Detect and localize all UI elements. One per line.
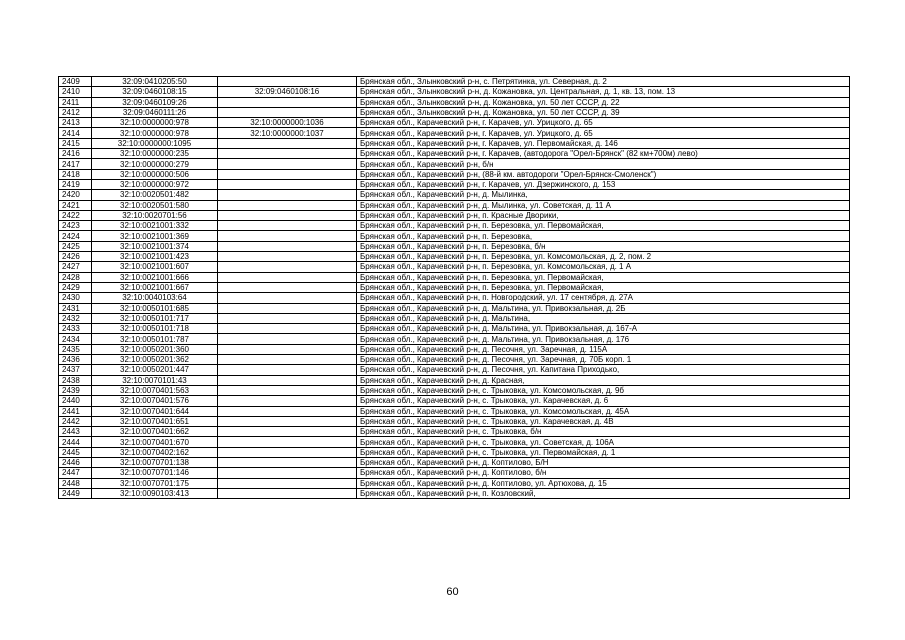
address-cell: Брянская обл., Карачевский р-н, п. Березовка, ул. Первомайская, [357,282,850,292]
secondary-cadastral-number-cell [218,107,357,117]
row-number-cell: 2425 [59,241,92,251]
cadastral-number-cell: 32:10:0070701:175 [92,478,218,488]
secondary-cadastral-number-cell [218,344,357,354]
cadastral-number-cell: 32:10:0021001:423 [92,252,218,262]
address-cell: Брянская обл., Карачевский р-н, с. Трыковка, ул. Первомайская, д. 1 [357,447,850,457]
secondary-cadastral-number-cell [218,355,357,365]
table-row [59,107,850,117]
cadastral-number-cell: 32:10:0000000:506 [92,169,218,179]
address-cell: Брянская обл., Карачевский р-н, д. Мылинка, ул. Советская, д. 11 А [357,200,850,210]
address-cell: Брянская обл., Карачевский р-н, с. Трыковка, ул. Карачевская, д. 4В [357,416,850,426]
table-row [59,262,850,272]
row-number-cell: 2417 [59,159,92,169]
row-number-cell: 2421 [59,200,92,210]
cadastral-number-cell: 32:10:0000000:235 [92,149,218,159]
cadastral-number-cell: 32:10:0070401:563 [92,385,218,395]
address-cell: Брянская обл., Карачевский р-н, п. Березовка, ул. Комсомольская, д. 1 А [357,262,850,272]
row-number-cell: 2432 [59,313,92,323]
address-cell: Брянская обл., Карачевский р-н, п. Новгородский, ул. 17 сентября, д. 27А [357,293,850,303]
table-row [59,282,850,292]
address-cell: Брянская обл., Карачевский р-н, д. Песочня, ул. Капитана Приходько, [357,365,850,375]
cadastral-number-cell: 32:10:0021001:607 [92,262,218,272]
row-number-cell: 2414 [59,128,92,138]
table-row [59,190,850,200]
row-number-cell: 2443 [59,427,92,437]
table-row [59,241,850,251]
secondary-cadastral-number-cell [218,138,357,148]
table-row [59,169,850,179]
address-cell: Брянская обл., Карачевский р-н, г. Карачев, (автодорога "Орел-Брянск" (82 км+700м) лево) [357,149,850,159]
table-row [59,77,850,87]
table-row [59,427,850,437]
secondary-cadastral-number-cell: 32:09:0460108:16 [218,87,357,97]
cadastral-number-cell: 32:10:0021001:332 [92,221,218,231]
secondary-cadastral-number-cell [218,293,357,303]
secondary-cadastral-number-cell [218,221,357,231]
cadastral-number-cell: 32:09:0410205:50 [92,77,218,87]
table-row [59,385,850,395]
secondary-cadastral-number-cell [218,231,357,241]
address-cell: Брянская обл., Злынковский р-н, д. Кожановка, ул. Центральная, д. 1, кв. 13, пом. 13 [357,87,850,97]
table-row [59,118,850,128]
row-number-cell: 2427 [59,262,92,272]
table-row [59,406,850,416]
table-row [59,303,850,313]
row-number-cell: 2446 [59,457,92,467]
address-cell: Брянская обл., Карачевский р-н, д. Красная, [357,375,850,385]
table-row [59,159,850,169]
secondary-cadastral-number-cell [218,190,357,200]
table-row [59,179,850,189]
row-number-cell: 2440 [59,396,92,406]
row-number-cell: 2433 [59,324,92,334]
table-row [59,272,850,282]
address-cell: Брянская обл., Карачевский р-н, п. Козловский, [357,488,850,498]
address-cell: Брянская обл., Карачевский р-н, д. Песочня, ул. Заречная, д. 70Б корп. 1 [357,355,850,365]
row-number-cell: 2409 [59,77,92,87]
secondary-cadastral-number-cell [218,416,357,426]
secondary-cadastral-number-cell [218,457,357,467]
table-row [59,365,850,375]
address-cell: Брянская обл., Карачевский р-н, с. Трыковка, ул. Советская, д. 106А [357,437,850,447]
address-cell: Брянская обл., Карачевский р-н, б/н [357,159,850,169]
table-row [59,468,850,478]
secondary-cadastral-number-cell [218,447,357,457]
row-number-cell: 2420 [59,190,92,200]
secondary-cadastral-number-cell [218,406,357,416]
table-row [59,97,850,107]
cadastral-number-cell: 32:10:0000000:978 [92,118,218,128]
address-cell: Брянская обл., Карачевский р-н, п. Березовка, ул. Первомайская, [357,272,850,282]
cadastral-number-cell: 32:10:0070401:662 [92,427,218,437]
row-number-cell: 2412 [59,107,92,117]
cadastral-number-cell: 32:10:0090103:413 [92,488,218,498]
cadastral-number-cell: 32:10:0040103:64 [92,293,218,303]
secondary-cadastral-number-cell [218,427,357,437]
cadastral-number-cell: 32:09:0460111:26 [92,107,218,117]
address-cell: Брянская обл., Карачевский р-н, д. Коптилово, Б/Н [357,457,850,467]
cadastral-number-cell: 32:10:0070402:162 [92,447,218,457]
cadastral-number-cell: 32:10:0050101:717 [92,313,218,323]
address-cell: Брянская обл., Карачевский р-н, д. Песочня, ул. Заречная, д. 115А [357,344,850,354]
address-cell: Брянская обл., Карачевский р-н, г. Карачев, ул. Урицкого, д. 65 [357,128,850,138]
table-row [59,221,850,231]
secondary-cadastral-number-cell [218,488,357,498]
cadastral-number-cell: 32:10:0050101:685 [92,303,218,313]
cadastral-number-cell: 32:10:0000000:972 [92,179,218,189]
cadastral-number-cell: 32:10:0050201:362 [92,355,218,365]
cadastral-number-cell: 32:10:0000000:279 [92,159,218,169]
address-cell: Брянская обл., Карачевский р-н, п. Березовка, б/н [357,241,850,251]
row-number-cell: 2444 [59,437,92,447]
address-cell: Брянская обл., Карачевский р-н, (88-й км. автодороги "Орел-Брянск-Смоленск") [357,169,850,179]
address-cell: Брянская обл., Карачевский р-н, д. Мальтина, [357,313,850,323]
secondary-cadastral-number-cell [218,324,357,334]
property-registry-table [58,76,850,499]
address-cell: Брянская обл., Карачевский р-н, п. Красные Дворики, [357,210,850,220]
row-number-cell: 2429 [59,282,92,292]
row-number-cell: 2411 [59,97,92,107]
table-row [59,200,850,210]
cadastral-number-cell: 32:10:0050201:447 [92,365,218,375]
address-cell: Брянская обл., Карачевский р-н, д. Мылинка, [357,190,850,200]
row-number-cell: 2410 [59,87,92,97]
secondary-cadastral-number-cell [218,241,357,251]
cadastral-number-cell: 32:10:0070401:576 [92,396,218,406]
secondary-cadastral-number-cell [218,478,357,488]
table-row [59,138,850,148]
secondary-cadastral-number-cell [218,272,357,282]
table-row [59,375,850,385]
table-row [59,437,850,447]
row-number-cell: 2434 [59,334,92,344]
secondary-cadastral-number-cell [218,396,357,406]
row-number-cell: 2442 [59,416,92,426]
cadastral-number-cell: 32:10:0000000:978 [92,128,218,138]
secondary-cadastral-number-cell [218,179,357,189]
secondary-cadastral-number-cell [218,437,357,447]
row-number-cell: 2441 [59,406,92,416]
table-row [59,478,850,488]
address-cell: Брянская обл., Карачевский р-н, д. Мальтина, ул. Привокзальная, д. 167-А [357,324,850,334]
row-number-cell: 2449 [59,488,92,498]
row-number-cell: 2424 [59,231,92,241]
row-number-cell: 2423 [59,221,92,231]
address-cell: Брянская обл., Злынковский р-н, с. Петрятинка, ул. Северная, д. 2 [357,77,850,87]
table-row [59,128,850,138]
table-row [59,488,850,498]
secondary-cadastral-number-cell [218,468,357,478]
cadastral-number-cell: 32:10:0070401:651 [92,416,218,426]
row-number-cell: 2438 [59,375,92,385]
secondary-cadastral-number-cell [218,169,357,179]
cadastral-number-cell: 32:10:0050101:718 [92,324,218,334]
table-row [59,457,850,467]
row-number-cell: 2413 [59,118,92,128]
address-cell: Брянская обл., Карачевский р-н, с. Трыковка, ул. Комсомольская, д. 9б [357,385,850,395]
address-cell: Брянская обл., Злынковский р-н, д. Кожановка, ул. 50 лет СССР, д. 22 [357,97,850,107]
secondary-cadastral-number-cell: 32:10:0000000:1037 [218,128,357,138]
page-number: 60 [446,586,459,598]
table-row [59,210,850,220]
row-number-cell: 2415 [59,138,92,148]
secondary-cadastral-number-cell [218,262,357,272]
address-cell: Брянская обл., Карачевский р-н, с. Трыковка, б/н [357,427,850,437]
cadastral-number-cell: 32:10:0020501:580 [92,200,218,210]
cadastral-number-cell: 32:09:0460108:15 [92,87,218,97]
table-row [59,324,850,334]
row-number-cell: 2431 [59,303,92,313]
row-number-cell: 2448 [59,478,92,488]
address-cell: Брянская обл., Карачевский р-н, г. Карачев, ул. Первомайская, д. 146 [357,138,850,148]
address-cell: Брянская обл., Карачевский р-н, д. Мальтина, ул. Привокзальная, д. 176 [357,334,850,344]
secondary-cadastral-number-cell [218,313,357,323]
row-number-cell: 2416 [59,149,92,159]
cadastral-number-cell: 32:10:0000000:1095 [92,138,218,148]
row-number-cell: 2447 [59,468,92,478]
secondary-cadastral-number-cell: 32:10:0000000:1036 [218,118,357,128]
row-number-cell: 2419 [59,179,92,189]
row-number-cell: 2422 [59,210,92,220]
table-row [59,334,850,344]
row-number-cell: 2428 [59,272,92,282]
secondary-cadastral-number-cell [218,210,357,220]
row-number-cell: 2426 [59,252,92,262]
table-row [59,87,850,97]
row-number-cell: 2436 [59,355,92,365]
table-row [59,355,850,365]
cadastral-number-cell: 32:09:0460109:26 [92,97,218,107]
cadastral-number-cell: 32:10:0070701:138 [92,457,218,467]
address-cell: Брянская обл., Карачевский р-н, п. Березовка, ул. Комсомольская, д. 2, пом. 2 [357,252,850,262]
secondary-cadastral-number-cell [218,200,357,210]
cadastral-number-cell: 32:10:0070701:146 [92,468,218,478]
table-row [59,447,850,457]
cadastral-number-cell: 32:10:0021001:369 [92,231,218,241]
secondary-cadastral-number-cell [218,303,357,313]
address-cell: Брянская обл., Злынковский р-н, д. Кожановка, ул. 50 лет СССР, д. 39 [357,107,850,117]
secondary-cadastral-number-cell [218,385,357,395]
table-row [59,231,850,241]
address-cell: Брянская обл., Карачевский р-н, с. Трыковка, ул. Карачевская, д. 6 [357,396,850,406]
cadastral-number-cell: 32:10:0050101:787 [92,334,218,344]
secondary-cadastral-number-cell [218,77,357,87]
secondary-cadastral-number-cell [218,159,357,169]
cadastral-number-cell: 32:10:0021001:666 [92,272,218,282]
address-cell: Брянская обл., Карачевский р-н, п. Березовка, ул. Первомайская, [357,221,850,231]
row-number-cell: 2445 [59,447,92,457]
cadastral-number-cell: 32:10:0070101:43 [92,375,218,385]
secondary-cadastral-number-cell [218,365,357,375]
table-row [59,416,850,426]
row-number-cell: 2418 [59,169,92,179]
cadastral-number-cell: 32:10:0070401:670 [92,437,218,447]
address-cell: Брянская обл., Карачевский р-н, д. Мальтина, ул. Привокзальная, д. 2Б [357,303,850,313]
cadastral-number-cell: 32:10:0070401:644 [92,406,218,416]
address-cell: Брянская обл., Карачевский р-н, д. Коптилово, ул. Артюхова, д. 15 [357,478,850,488]
secondary-cadastral-number-cell [218,282,357,292]
table-body [59,77,850,499]
table-row [59,252,850,262]
table-row [59,293,850,303]
address-cell: Брянская обл., Карачевский р-н, г. Карачев, ул. Дзержинского, д. 153 [357,179,850,189]
address-cell: Брянская обл., Карачевский р-н, г. Карачев, ул. Урицкого, д. 65 [357,118,850,128]
cadastral-number-cell: 32:10:0021001:374 [92,241,218,251]
row-number-cell: 2439 [59,385,92,395]
table-row [59,149,850,159]
address-cell: Брянская обл., Карачевский р-н, п. Березовка, [357,231,850,241]
secondary-cadastral-number-cell [218,149,357,159]
secondary-cadastral-number-cell [218,97,357,107]
row-number-cell: 2435 [59,344,92,354]
table-row [59,344,850,354]
address-cell: Брянская обл., Карачевский р-н, д. Коптилово, б/н [357,468,850,478]
secondary-cadastral-number-cell [218,252,357,262]
cadastral-number-cell: 32:10:0050201:360 [92,344,218,354]
address-cell: Брянская обл., Карачевский р-н, с. Трыковка, ул. Комсомольская, д. 45А [357,406,850,416]
secondary-cadastral-number-cell [218,334,357,344]
table-row [59,396,850,406]
cadastral-number-cell: 32:10:0020501:482 [92,190,218,200]
row-number-cell: 2430 [59,293,92,303]
row-number-cell: 2437 [59,365,92,375]
cadastral-number-cell: 32:10:0020701:56 [92,210,218,220]
cadastral-number-cell: 32:10:0021001:667 [92,282,218,292]
table-row [59,313,850,323]
secondary-cadastral-number-cell [218,375,357,385]
